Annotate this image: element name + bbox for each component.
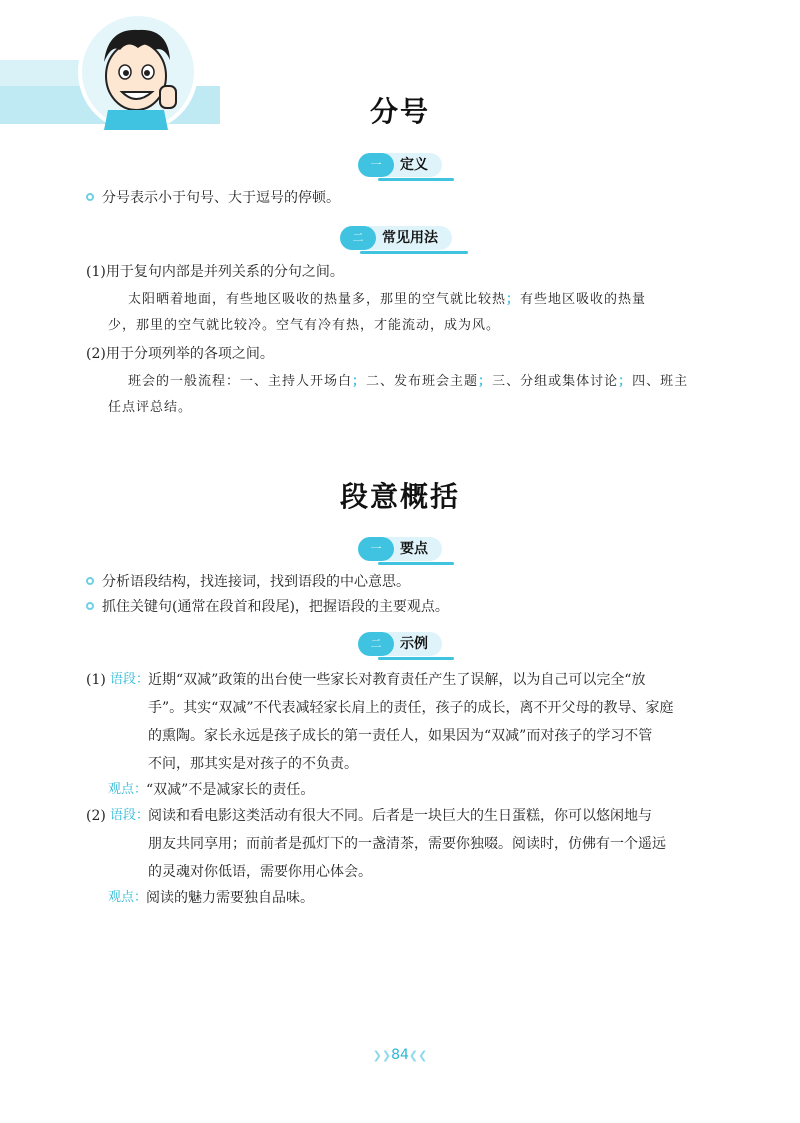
example-1-line-2: 手”。其实“双减”不代表减轻家长肩上的责任，孩子的成长，离不开父母的教导、家庭 [148,700,674,716]
usage-2-example-cont: 任点评总结。 [108,400,193,415]
example-2-view-tag: 观点： [108,890,148,905]
section-title-semicolon: 分号 [369,95,430,128]
example-1-line-1: 近期“双减”政策的出台使一些家长对教育责任产生了误解，以为自己可以完全“放 [148,672,646,688]
example-1-tag: 语段： [110,672,150,687]
example-1-number: (1) [86,672,106,688]
badge-label: 常见用法 [368,226,452,250]
example-2-view: 阅读的魅力需要独自品味。 [146,890,314,906]
badge-number: 二 [358,632,394,656]
page-number [0,1047,800,1063]
badge-label: 要点 [386,537,442,561]
bullet-icon [86,577,94,585]
badge-label: 定义 [386,153,442,177]
example-2-number: (2) [86,808,106,824]
usage-2-example: 班会的一般流程：一、主持人开场白；二、发布班会主题；三、分组或集体讨论；四、班主 [128,374,689,389]
badge-key-points [358,537,448,563]
usage-1-example-cont: 少，那里的空气就比较冷。空气有冷有热，才能流动，成为风。 [108,318,501,333]
badge-label: 示例 [386,632,442,656]
badge-number: 一 [358,537,394,561]
badge-number: 二 [340,226,376,250]
point-1: 分析语段结构，找连接词，找到语段的中心意思。 [86,572,410,592]
definition-line: 分号表示小于句号、大于逗号的停顿。 [86,188,340,208]
badge-definition [358,153,448,179]
section-title-paragraph-summary: 段意概括 [339,480,460,513]
bullet-icon [86,602,94,610]
example-1-line-4: 不问，那其实是对孩子的不负责。 [148,756,358,772]
example-1-view-tag: 观点： [108,782,148,797]
usage-1-example: 太阳晒着地面，有些地区吸收的热量多，那里的空气就比较热；有些地区吸收的热量 [128,292,647,307]
usage-2-heading: (2)用于分项列举的各项之间。 [86,346,274,362]
example-2-line-3: 的灵魂对你低语，需要你用心体会。 [148,864,372,880]
page-number-right-deco-icon: ❮❮ [408,1049,428,1062]
bullet-icon [86,193,94,201]
example-1-line-3: 的熏陶。家长永远是孩子成长的第一责任人，如果因为“双减”而对孩子的学习不管 [148,728,653,744]
example-2-line-2: 朋友共同享用；而前者是孤灯下的一盏清茶，需要你独啜。阅读时，仿佛有一个遥远 [148,836,666,852]
usage-1-heading: (1)用于复句内部是并列关系的分句之间。 [86,264,344,280]
page-number-value: 84 [391,1047,409,1063]
example-2-line-1: 阅读和看电影这类活动有很大不同。后者是一块巨大的生日蛋糕，你可以悠闲地与 [148,808,652,824]
badge-usage [340,226,462,252]
example-1-view: “双减”不是减家长的责任。 [146,782,315,798]
badge-example [358,632,448,658]
page-number-left-deco-icon: ❯❯ [372,1049,392,1062]
badge-number: 一 [358,153,394,177]
example-2-tag: 语段： [110,808,150,823]
point-2: 抓住关键句(通常在段首和段尾)，把握语段的主要观点。 [86,597,449,617]
